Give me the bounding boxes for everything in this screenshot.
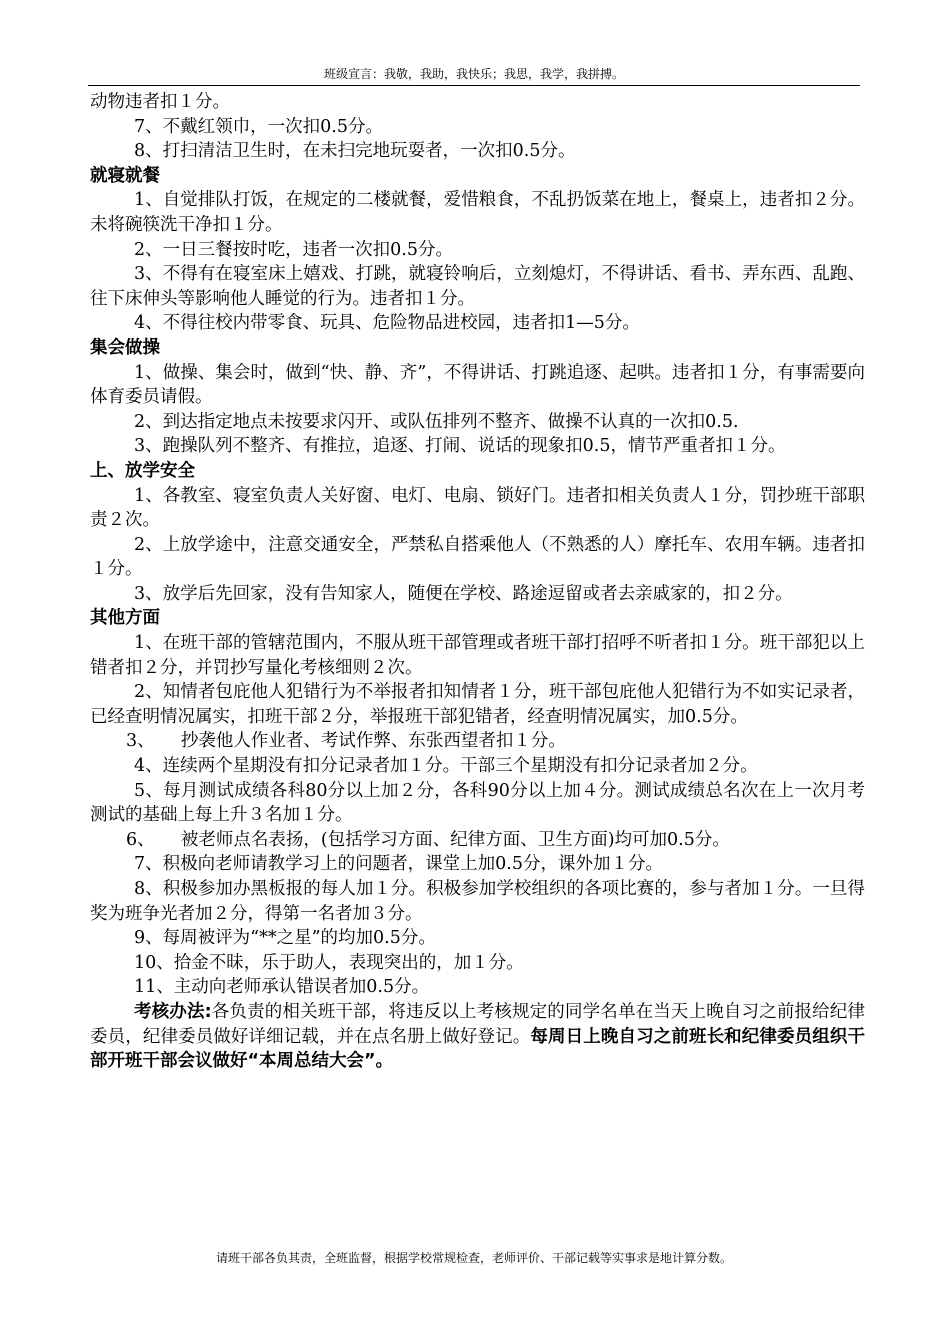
rule-item: 1、各教室、寝室负责人关好窗、电灯、电扇、锁好门。违者扣相关负责人１分，罚抄班干部职责２次。 xyxy=(90,485,865,531)
rule-item: 6、 被老师点名表扬，(包括学习方面、纪律方面、卫生方面)均可加0.5分。 xyxy=(126,829,730,850)
rule-item: 10、拾金不昧，乐于助人，表现突出的，加１分。 xyxy=(134,952,524,973)
intro-line-1: 动物违者扣１分。 xyxy=(90,92,230,112)
rule-item: 2、一日三餐按时吃，违者一次扣0.5分。 xyxy=(134,239,453,260)
method-label: 考核办法 xyxy=(134,1001,205,1022)
rule-item: 1、自觉排队打饭，在规定的二楼就餐，爱惜粮食，不乱扔饭菜在地上，餐桌上，违者扣２分。未将碗筷洗干净扣１分。 xyxy=(90,190,865,235)
section-title: 就寝就餐 xyxy=(90,165,160,186)
rule-item: 3、 抄袭他人作业者、考试作弊、东张西望者扣１分。 xyxy=(126,731,566,752)
section-title: 其他方面 xyxy=(90,608,160,629)
rule-item: 3、放学后先回家，没有告知家人，随便在学校、路途逗留或者去亲戚家的，扣２分。 xyxy=(134,583,793,604)
intro-line-2: 7、不戴红领巾，一次扣0.5分。 xyxy=(134,116,383,137)
rule-item: 2、知情者包庇他人犯错行为不举报者扣知情者１分，班干部包庇他人犯错行为不如实记录者，已经查明情况属实，扣班干部２分，举报班干部犯错者，经查明情况属实，加0.5分。 xyxy=(90,682,865,727)
rule-item: 9、每周被评为“**之星”的均加0.5分。 xyxy=(134,928,436,949)
rule-item: 11、主动向老师承认错误者加0.5分。 xyxy=(134,977,430,998)
rule-item: 8、积极参加办黑板报的每人加１分。积极参加学校组织的各项比赛的，参与者加１分。一旦得奖为班争光者加２分，得第一名者加３分。 xyxy=(90,879,865,924)
method-colon: : xyxy=(204,1001,212,1022)
rule-item: 7、积极向老师请教学习上的问题者，课堂上加0.5分，课外加１分。 xyxy=(134,854,663,875)
rule-item: 1、在班干部的管辖范围内，不服从班干部管理或者班干部打招呼不听者扣１分。班干部犯以上错者扣２分，并罚抄写量化考核细则２次。 xyxy=(90,633,865,678)
header-rule xyxy=(88,85,860,86)
page-footer: 请班干部各负其责，全班监督，根据学校常规检查，老师评价、干部记载等实事求是地计算分数。 xyxy=(215,1251,732,1265)
rule-item: 2、到达指定地点未按要求闪开、或队伍排列不整齐、做操不认真的一次扣0.5. xyxy=(134,411,739,432)
section-title: 上、放学安全 xyxy=(90,460,195,481)
method-text: 各负责的相关班干部，将违反以上考核规定的同学名单在当天上晚自习之前报给纪律委员，纪律委员做好详细记载，并在点名册上做好登记。 xyxy=(90,1001,866,1047)
assessment-method xyxy=(90,1000,865,1074)
method-bold-text: 每周日上晚自习之前班长和纪律委员组织干部开班干部会议做好“本周总结大会”。 xyxy=(90,1026,865,1072)
rule-item: 4、连续两个星期没有扣分记录者加１分。干部三个星期没有扣分记录者加２分。 xyxy=(134,756,758,777)
intro-line-3: 8、打扫清洁卫生时，在未扫完地玩耍者，一次扣0.5分。 xyxy=(134,141,576,162)
rule-item: 5、每月测试成绩各科80分以上加２分，各科90分以上加４分。测试成绩总名次在上一次月考测试的基础上每上升３名加１分。 xyxy=(90,780,865,826)
rule-item: 4、不得往校内带零食、玩具、危险物品进校园，违者扣1—5分。 xyxy=(134,313,640,334)
section-title: 集会做操 xyxy=(90,337,160,358)
rule-item: 3、不得有在寝室床上嬉戏、打跳，就寝铃响后，立刻熄灯，不得讲话、看书、弄东西、乱跑、往下床伸头等影响他人睡觉的行为。违者扣１分。 xyxy=(90,264,865,309)
document-body xyxy=(90,90,865,1074)
page-header: 班级宣言：我敬，我助，我快乐；我思，我学，我拼搏。 xyxy=(323,67,624,81)
rule-item: 2、上放学途中，注意交通安全，严禁私自搭乘他人（不熟悉的人）摩托车、农用车辆。违者扣１分。 xyxy=(90,534,865,580)
rule-item: 1、做操、集会时，做到“快、静、齐”，不得讲话、打跳追逐、起哄。违者扣１分，有事需要向体育委员请假。 xyxy=(90,362,865,408)
rule-item: 3、跑操队列不整齐、有推拉，追逐、打闹、说话的现象扣0.5，情节严重者扣１分。 xyxy=(134,436,786,457)
